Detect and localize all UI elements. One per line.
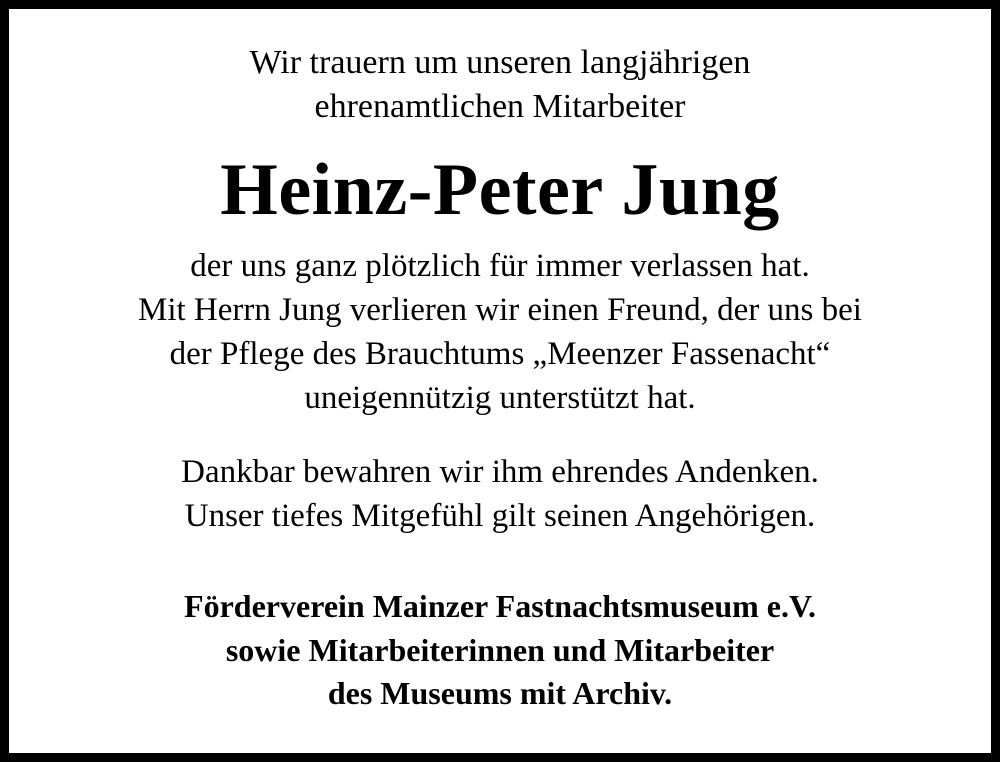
tribute-text <box>39 245 961 421</box>
tribute-line-2: Mit Herrn Jung verlieren wir einen Freund, der uns bei <box>138 292 862 329</box>
remembrance-line-1: Dankbar bewahren wir ihm ehrendes Andenken. <box>181 453 819 490</box>
signature-line-1: Förderverein Mainzer Fastnachtsmuseum e.V. <box>184 587 816 624</box>
remembrance-text <box>39 451 961 539</box>
remembrance-line-2: Unser tiefes Mitgefühl gilt seinen Angehörigen. <box>184 497 816 534</box>
tribute-line-1: der uns ganz plötzlich für immer verlassen hat. <box>190 248 810 285</box>
signature-line-3: des Museums mit Archiv. <box>327 675 673 712</box>
intro-line-1: Wir trauern um unseren langjährigen <box>249 44 751 81</box>
tribute-line-3: der Pflege des Brauchtums „Meenzer Fassenacht“ <box>169 336 831 373</box>
intro-line-2: ehrenamtlichen Mitarbeiter <box>314 87 686 125</box>
tribute-line-4: uneigennützig unterstützt hat. <box>304 380 696 417</box>
intro-text <box>39 41 961 128</box>
deceased-name: Heinz-Peter Jung <box>220 149 780 232</box>
signature-block <box>39 585 961 716</box>
signature-line-2: sowie Mitarbeiterinnen und Mitarbeiter <box>225 631 775 668</box>
